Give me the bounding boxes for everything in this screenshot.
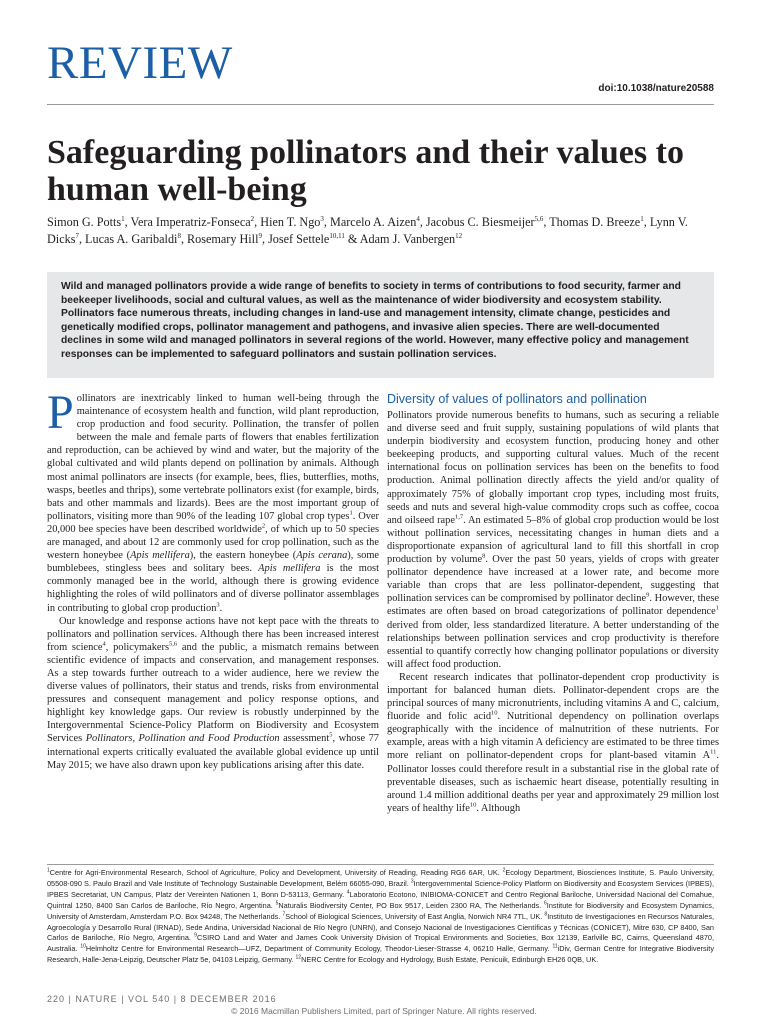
- italic-text: Apis cerana: [296, 550, 348, 562]
- author-affiliation-marker: 1: [640, 214, 644, 223]
- reference-superscript[interactable]: 5: [275, 900, 279, 907]
- reference-superscript[interactable]: 5,6: [169, 640, 178, 648]
- section-label: REVIEW: [47, 37, 233, 89]
- reference-superscript[interactable]: 2: [261, 522, 266, 530]
- reference-superscript[interactable]: 10: [469, 801, 477, 809]
- reference-superscript[interactable]: 10: [491, 709, 498, 717]
- author-affiliation-marker: 8: [177, 231, 181, 240]
- reference-superscript[interactable]: 7: [282, 911, 286, 918]
- reference-superscript[interactable]: 3: [216, 601, 220, 609]
- reference-superscript[interactable]: 8: [544, 911, 548, 918]
- italic-text: Pollinators, Pollination and Food Production: [85, 733, 280, 745]
- doi[interactable]: doi:10.1038/nature20588: [598, 83, 714, 94]
- reference-superscript[interactable]: 12: [295, 954, 302, 961]
- author-affiliation-marker: 7: [75, 231, 79, 240]
- author-affiliation-marker: 5,6: [534, 214, 544, 223]
- author-affiliation-marker: 9: [258, 231, 262, 240]
- author-affiliation-marker: 3: [320, 214, 324, 223]
- author-affiliation-marker: 12: [455, 231, 463, 240]
- author-name: Lynn V. Dicks: [47, 215, 688, 246]
- drop-cap: P: [47, 386, 74, 439]
- author-name: Adam J. Vanbergen: [359, 232, 456, 246]
- reference-superscript[interactable]: 10: [80, 943, 86, 950]
- reference-superscript[interactable]: 2: [502, 867, 506, 874]
- left-column: [47, 386, 380, 772]
- paragraph-body: ollinators are inextricably linked to human well-being through the maintenance of ecosystem health and function, wild plant reproduction, crop production and food security. Pollination, the transfer of pollen between the male and female parts of flowers that enables fertilization and reproduction, can be achieved by wind and water, but the majority of the global cultivated and wild plants depend on pollination by animals. Although most animal pollinators are insects (for example, bees, flies, butterflies, moths, wasps, beetles and thrips), some vertebrate pollinators exist (for example, birds, bats and other mammals and lizards). Bees are the most important group of pollinators, visiting more than 90% of the leading 107 global crop types$^1$. Over 20,000 bee species have been described worldwide$^2$, of which up to 50 species are managed, and about 12 are commonly used for crop pollination, such as the western honeybee (Apis mellifera), the eastern honeybee (Apis cerana), some bumblebees, stingless bees and solitary bees. Apis mellifera is the most commonly managed bee in the world, although there is growing evidence highlighting the roles of wild pollinators and of diverse pollinator assemblages in contributing to global crop production$^3$.: [47, 393, 380, 614]
- reference-superscript[interactable]: 5: [329, 731, 333, 739]
- author-name: Rosemary Hill: [187, 232, 259, 246]
- reference-superscript[interactable]: 4: [102, 640, 106, 648]
- copyright: © 2016 Macmillan Publishers Limited, part of Springer Nature. All rights reserved.: [231, 1006, 537, 1016]
- affiliations: $^1$Centre for Agri-Environmental Research, School of Agriculture, Policy and Development, University of Reading, Reading RG6 6AR, UK. $^2$Ecology Department, Biosciences Institute, S. Paulo University, 05508-090 S. Paulo Brazil and Vale Institute of Technology Sustainable Development, Belém 66055-090, Brazil. $^3$Intergovernmental Science-Policy Platform on Biodiversity and Ecosystem Services (IPBES), IPBES Secretariat, UN Campus, Platz der Vereinten Nationen 1, Bonn D-53113, Germany. $^4$Laboratorio Ecotono, INIBIOMA-CONICET and Centro Regional Bariloche, Universidad Nacional del Comahue, Quintral 1250, 8400 San Carlos de Bariloche, Río Negro, Argentina. $^5$Naturalis Biodiversity Center, PO Box 9517, Leiden 2300 RA, The Netherlands. $^6$Institute for Biodiversity and Ecosystem Dynamics, University of Amsterdam, Amsterdam P.O. Box 94248, The Netherlands. $^7$School of Biological Sciences, University of East Anglia, Norwich NR4 7TL, UK. $^8$Instituto de Investigaciones en Recursos Naturales, Agroecología y Desarrollo Rural (IRNAD), Sede Andina, Universidad Nacional de Río Negro (UNRN), and Consejo Nacional de Investigaciones Científicas y Técnicas (CONICET), Mitre 630, CP 8400, San Carlos de Bariloche, Río Negro, Argentina. $^9$CSIRO Land and Water and James Cook University Division of Tropical Environments and Societies, Box 12139, Earlville BC, Cairns, Queensland 4870, Australia. $^{10}$Helmholtz Centre for Environmental Research—UFZ, Department of Community Ecology, Theodor-Lieser-Strasse 4, 06210 Halle, Germany. $^{11}$iDiv, German Centre for Integrative Biodiversity Research, Halle-Jena-Leipzig, Deutscher Platz 5e, 04103 Leipzig, Germany. $^{12}$NERC Centre for Ecology and Hydrology, Bush Estate, Penicuik, Edinburgh EH26 0QB, UK.: [47, 867, 715, 965]
- reference-superscript[interactable]: 11: [552, 943, 558, 950]
- author-name: Thomas D. Breeze: [549, 215, 641, 229]
- paragraph: Recent research indicates that pollinator-dependent crop productivity is important for balanced human diets. Pollinator-dependent crops are the principal sources of many micronutrients, including vitamins A and C, calcium, fluoride and folic acid$^{10}$. Nutritional dependency on pollination overlaps geographically with the incidence of malnutrition of these nutrients. For example, areas with a high vitamin A deficiency are estimated to be three times more reliant on pollinator-dependent crops for plant-based vitamin $A^{11}$. Pollinator losses could therefore result in a substantial rise in the global rate of preventable diseases, such as ischaemic heart disease, potentially resulting in around 1.4 million additional deaths per year and approximately 29 million lost years of healthy life$^{10}$. Although: [387, 671, 719, 814]
- paragraph: [47, 386, 380, 615]
- reference-superscript[interactable]: 8: [482, 552, 486, 560]
- author-name: Hien T. Ngo: [260, 215, 321, 229]
- italic-text: Apis mellifera: [130, 550, 190, 562]
- author-affiliation-marker: 1: [121, 214, 125, 223]
- author-name: Vera Imperatriz-Fonseca: [130, 215, 251, 229]
- author-name: Simon G. Potts: [47, 215, 122, 229]
- paragraph: Pollinators provide numerous benefits to humans, such as securing a reliable and diverse seed and fruit supply, sustaining populations of wild plants that underpin biodiversity and ecosystem function, producing honey and other beekeeping products, and supporting cultural values. Much of the recent international focus on pollination services has been on the benefits to food production. Animal pollination directly affects the yield and/or quality of approximately 75% of globally important crop types, including most fruits, seeds and nuts and several high-value commodity crops such as coffee, cocoa and oilseed rape$^{1,7}$. An estimated 5–8% of global crop production would be lost without pollination services, necessitating changes in human diets and a disproportionate expansion of agricultural land to fill this shortfall in crop production by volume$^8$. Over the past 50 years, yields of crops with greater pollinator dependence have increased at a lower rate, and become more variable than crops that are less pollinator-dependent, suggesting that pollination services can be compromised by pollinator decline$^9$. However, these estimates are often based on broad categorizations of pollinator dependence$^1$ derived from older, less standardized literature. A better understanding of the relationships between pollination services and crop productivity is therefore essential to quantify correctly how changing pollinator populations or diversity will affect food production.: [387, 410, 720, 670]
- reference-superscript[interactable]: 4: [346, 889, 350, 896]
- header-rule: [47, 104, 714, 105]
- reference-superscript[interactable]: 9: [646, 591, 650, 599]
- section-heading: Diversity of values of pollinators and pollination: [387, 392, 647, 406]
- reference-superscript[interactable]: 1: [715, 604, 719, 612]
- author-name: Lucas A. Garibaldi: [85, 232, 178, 246]
- author-list: Simon G. Potts$^1$, Vera Imperatriz-Fonseca$^2$, Hien T. Ngo$^3$, Marcelo A. Aizen$^4$, Jacobus C. Biesmeijer$^{5,6}$, Thomas D. Breeze$^1$, Lynn V. Dicks$^7$, Lucas A. Garibaldi$^8$, Rosemary Hill$^9$, Josef Settele$^{10,11}$ & Adam J. Vanbergen$^{12}$: [47, 214, 688, 246]
- author-name: Marcelo A. Aizen: [330, 215, 417, 229]
- abstract-box: [47, 272, 714, 378]
- paragraph: Our knowledge and response actions have not kept pace with the threats to pollinators and pollination services. Although there has been increased interest from science$^4$, policymakers$^{5,6}$ and the public, a mismatch remains between scientific evidence of impacts and conservation, and management responses. As a step towards further outreach to a wider audience, here we review the diverse values of pollinators, their status and trends, risks from environmental pressures and consequent management and policy response options, and highlight key knowledge gaps. Our review is robustly underpinned by the Intergovernmental Science-Policy Platform on Biodiversity and Ecosystem Services Pollinators, Pollination and Food Production assessment$^5$, whose 77 international experts critically evaluated the available global evidence up until May 2015; we have also drawn upon key publications arising after this date.: [47, 615, 379, 771]
- folio: 220 | NATURE | VOL 540 | 8 DECEMBER 2016: [47, 994, 277, 1004]
- reference-superscript[interactable]: 11: [710, 748, 717, 756]
- reference-superscript[interactable]: 6: [544, 900, 547, 907]
- author-affiliation-marker: 2: [250, 214, 255, 223]
- footnote-rule: [47, 864, 714, 865]
- abstract-text: Wild and managed pollinators provide a wide range of benefits to society in terms of contributions to food security, farmer and beekeeper livelihoods, social and cultural values, as well as the maintenance of wider biodiversity and ecosystem stability. Pollinators face numerous threats, including changes in land-use and management intensity, climate change, pesticides and genetically modified crops, pollinator management and pathogens, and invasive alien species. There are well-documented declines in some wild and managed pollinators in several regions of the world. However, many effective policy and management responses can be implemented to safeguard pollinators and sustain pollination services.: [61, 281, 689, 360]
- right-column: [387, 392, 719, 815]
- reference-superscript[interactable]: 1,7: [454, 513, 464, 521]
- author-affiliation-marker: 4: [416, 214, 420, 223]
- reference-superscript[interactable]: 1: [349, 509, 353, 517]
- reference-superscript[interactable]: 9: [194, 933, 197, 940]
- reference-superscript[interactable]: 1: [47, 867, 50, 874]
- author-name: Jacobus C. Biesmeijer: [425, 215, 535, 229]
- reference-superscript[interactable]: 3: [410, 878, 414, 885]
- italic-text: Apis mellifera: [258, 563, 321, 575]
- author-name: Josef Settele: [268, 232, 330, 246]
- author-affiliation-marker: 10,11: [329, 231, 345, 240]
- article-title: Safeguarding pollinators and their values to human well-being: [47, 134, 684, 208]
